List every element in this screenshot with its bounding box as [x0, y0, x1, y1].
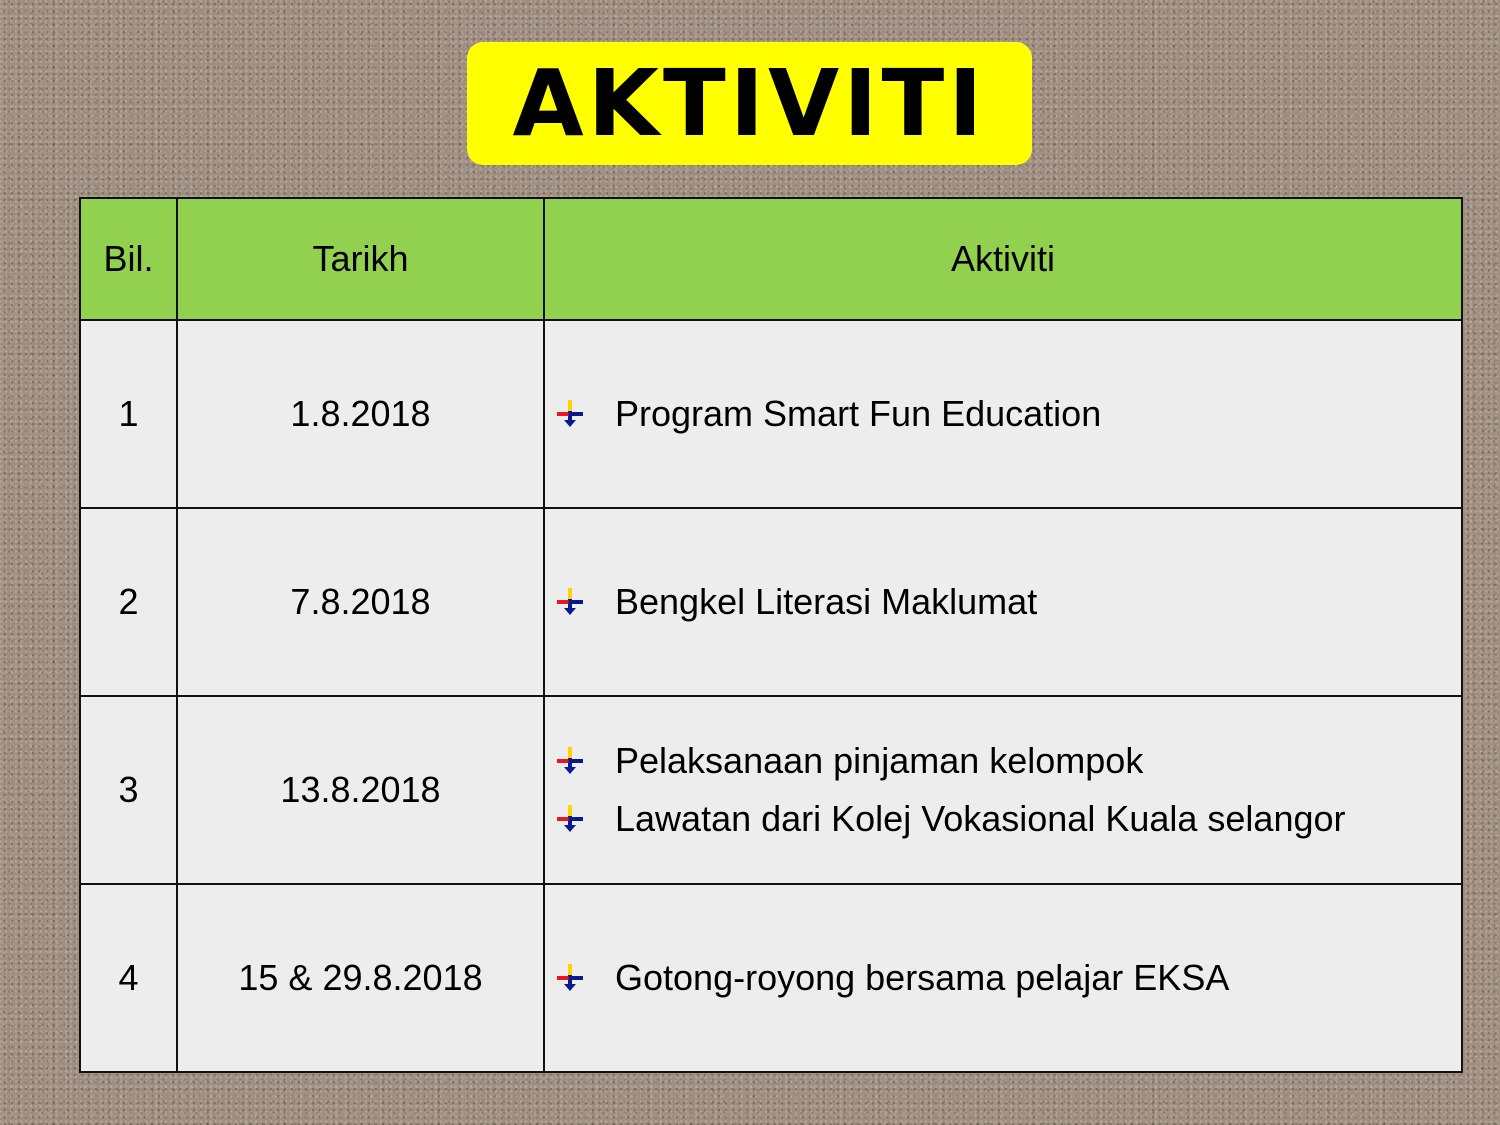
arrow-plus-bullet-icon	[557, 588, 583, 616]
row-activities	[544, 508, 1462, 696]
row-number: 1	[80, 320, 177, 508]
title-banner	[467, 42, 1032, 165]
row-activities	[544, 884, 1462, 1072]
row-activities	[544, 696, 1462, 884]
activity-item	[555, 949, 1461, 1007]
row-number: 4	[80, 884, 177, 1072]
header-tarikh: Tarikh	[177, 198, 544, 320]
activities-table	[79, 197, 1463, 1073]
activity-text: Gotong-royong bersama pelajar EKSA	[615, 957, 1230, 998]
arrow-plus-bullet-icon	[557, 964, 583, 992]
table-row	[80, 508, 1462, 696]
row-date: 7.8.2018	[177, 508, 544, 696]
row-number: 3	[80, 696, 177, 884]
activity-text: Program Smart Fun Education	[615, 393, 1102, 434]
table-header-row	[80, 198, 1462, 320]
table-row	[80, 884, 1462, 1072]
arrow-plus-bullet-icon	[557, 805, 583, 833]
activity-item	[555, 573, 1461, 631]
row-activities	[544, 320, 1462, 508]
activity-item	[555, 732, 1461, 790]
activity-item	[555, 385, 1461, 443]
row-date: 1.8.2018	[177, 320, 544, 508]
row-number: 2	[80, 508, 177, 696]
header-aktiviti: Aktiviti	[544, 198, 1462, 320]
row-date: 15 & 29.8.2018	[177, 884, 544, 1072]
arrow-plus-bullet-icon	[557, 400, 583, 428]
row-date: 13.8.2018	[177, 696, 544, 884]
header-bil: Bil.	[80, 198, 177, 320]
activity-text: Lawatan dari Kolej Vokasional Kuala selangor	[615, 798, 1346, 839]
activity-item	[555, 790, 1461, 848]
table-row	[80, 320, 1462, 508]
arrow-plus-bullet-icon	[557, 747, 583, 775]
page-title: AKTIVITI	[512, 49, 987, 157]
table-row	[80, 696, 1462, 884]
activity-text: Bengkel Literasi Maklumat	[615, 581, 1038, 622]
activity-text: Pelaksanaan pinjaman kelompok	[615, 740, 1144, 781]
